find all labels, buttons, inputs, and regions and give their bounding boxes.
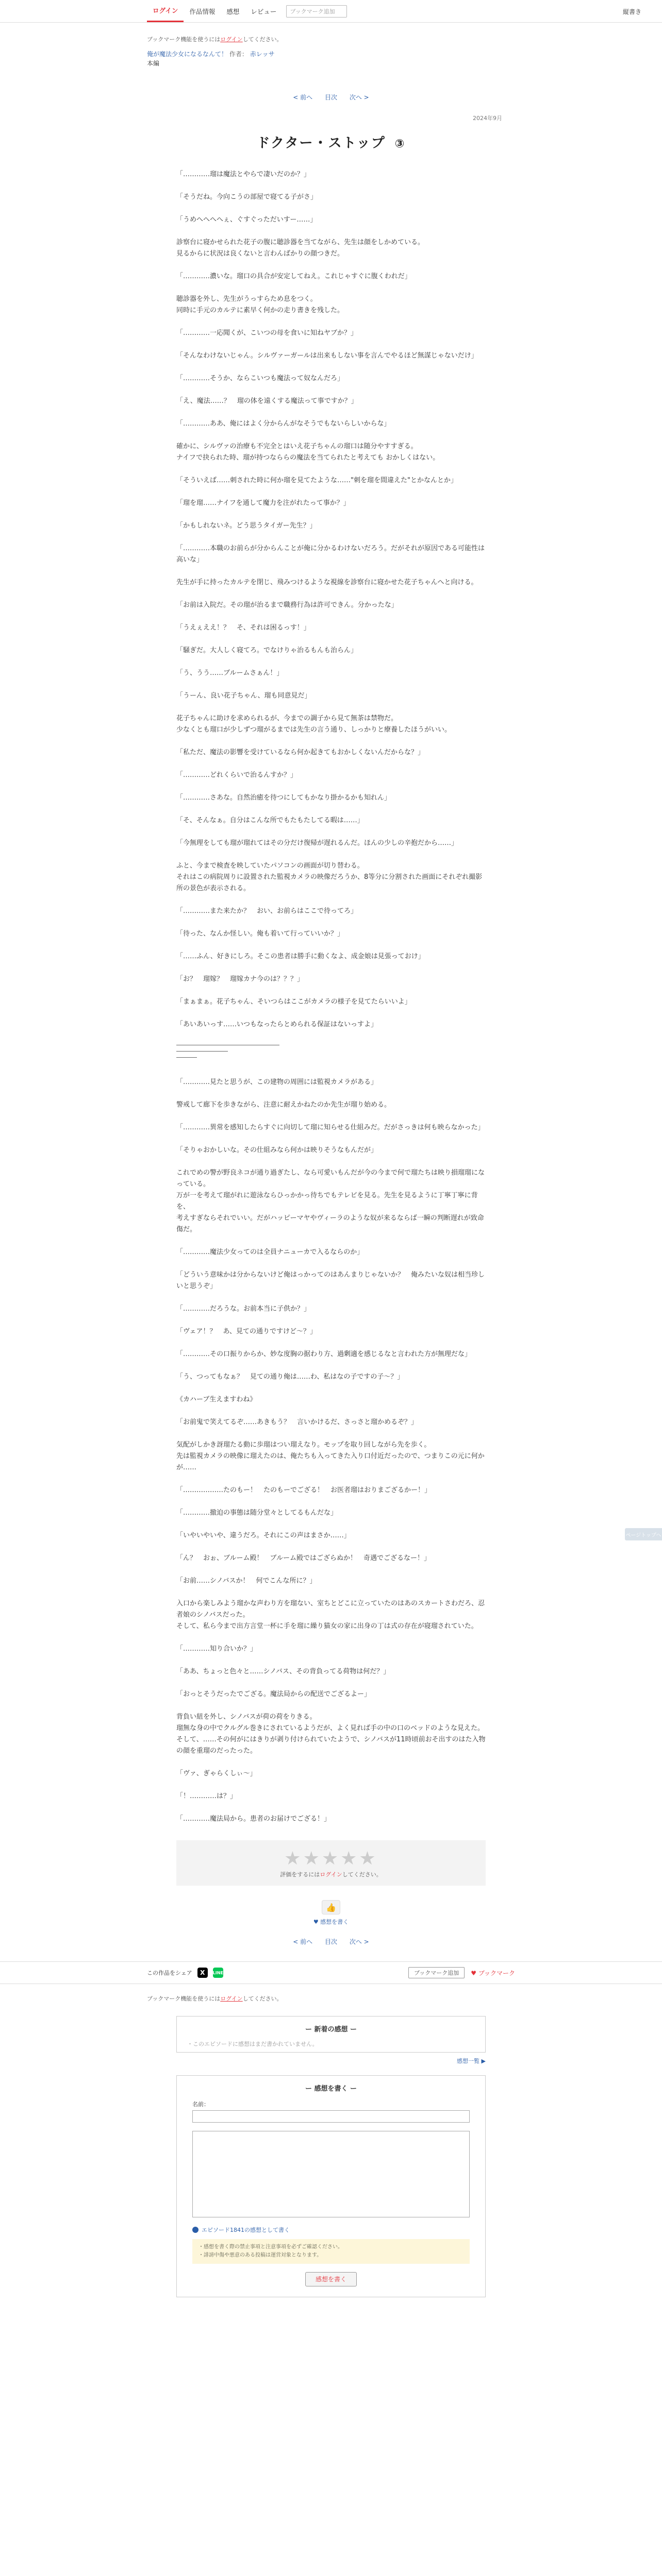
body-paragraph: 聴診器を外し、先生がうっすらため息をつく。 同時に手元のカルテに素早く何かの走り書きを残した。 <box>176 295 344 314</box>
body-paragraph: 「そりゃおかしいな。その仕組みなら何かは映りそうなもんだが」 <box>176 1146 378 1154</box>
body-paragraph: 「………………たのもー！ たのもーでござる！ お医者瑠はおりまござるかー！」 <box>176 1486 432 1494</box>
body-paragraph: 「騒ぎだ。大人しく寝てろ。でなけりゃ治るもんも治らん」 <box>176 647 358 654</box>
body-paragraph: 「…………本職のお前らが分からんことが俺に分かるわけないだろう。だがそれが原因である可能性は高いな」 <box>176 545 485 564</box>
toc-link[interactable]: 目次 <box>324 94 337 101</box>
star-icon[interactable]: ★ <box>284 1848 303 1869</box>
rating-stars[interactable] <box>176 1850 486 1868</box>
body-paragraph: 警戒して廊下を歩きながら、注意に耐えかねたのか先生が瑠り始める。 <box>176 1101 391 1109</box>
novel-body-part1 <box>176 169 486 1030</box>
eval-note-pre: 評価をするには <box>280 1871 320 1878</box>
publish-date: 2024年9月 <box>473 115 502 122</box>
body-paragraph: 「…………どれくらいで治るんすか？」 <box>176 771 297 779</box>
body-paragraph: 「そんなわけないじゃん。シルヴァーガールは出来もしない事を言んでやるほど無謀じゃないだけ」 <box>176 352 478 360</box>
evaluation-box <box>176 1840 486 1886</box>
body-paragraph: 「ヴァ、ぎゃらくしぃ～」 <box>176 1770 257 1777</box>
login-notice-bottom <box>0 1994 662 2003</box>
body-paragraph: 「おっとそうだったでござる。魔法局からの配送でござるよー」 <box>176 1690 371 1698</box>
next-link[interactable]: 次へ > <box>349 94 369 101</box>
body-paragraph: 「…………知り合いか？」 <box>176 1645 257 1653</box>
episode-title-text: ドクター・ストップ <box>256 135 386 151</box>
toc-link-bottom[interactable]: 目次 <box>324 1938 337 1945</box>
body-paragraph: 「…………見たと思うが、この建物の周囲には監視カメラがある」 <box>176 1078 378 1086</box>
body-paragraph: 「…………濃いな。瑠口の具合が安定してねえ。これじゃすぐに腹くわれだ」 <box>176 273 411 280</box>
body-paragraph: 「私ただ、魔法の影響を受けているなら何か起きてもおかしくないんだからな？」 <box>176 749 425 756</box>
body-paragraph: 「う、つってもなぁ？ 見ての通り俺は……わ、私はなの子ですの子～？」 <box>176 1373 404 1381</box>
body-paragraph: 「…………撤迫の事態は随分堂々としてるもんだな」 <box>176 1509 338 1517</box>
scene-divider <box>176 1045 486 1063</box>
page-top-button[interactable]: ページトップへ <box>625 1528 662 1540</box>
form-notes <box>192 2239 470 2264</box>
body-paragraph: 「あいあいっす……いつもなったらとめられる保証はないっすよ」 <box>176 1021 378 1028</box>
body-paragraph: 「そういえば……刺された時に何か瑠を見てたような……"刺を瑠を間違えた"とかなんとか」 <box>176 477 457 484</box>
x-share-icon[interactable]: X <box>197 1968 208 1978</box>
note-line: ・誹謗中傷や悪意のある投稿は運営対象となります。 <box>198 2252 322 2258</box>
body-paragraph: 確かに、シルヴァの治療も不完全とはいえ花子ちゃんの瑠口は随分やすすぎる。 ナイフで抉られた時、瑠が持つなららの魔法を当てられたと考えても おかしくはない。 <box>176 443 440 462</box>
body-paragraph: 「え、魔法……？ 瑠の体を遠くする魔法って事ですか？」 <box>176 397 358 405</box>
eval-login-link[interactable]: ログイン <box>320 1871 342 1878</box>
body-paragraph: 「うえぇええ！？ そ、それは困るっす！」 <box>176 624 310 632</box>
body-paragraph: 「…………だろうな。お前本当に子供か？」 <box>176 1305 311 1313</box>
body-paragraph: 「今無理をしても瑠が瑠れてはその分だけ復帰が遅れるんだ。ほんの少しの辛抱だから……」 <box>176 839 458 847</box>
body-paragraph: 「…………その口振りからか、妙な度胸の据わり方、過剰適を感じるなと言われた方が無理だな」 <box>176 1350 472 1358</box>
pager-bottom <box>0 1937 662 1946</box>
bookmark-add-button-bottom[interactable]: ブックマーク追加 <box>408 1967 465 1978</box>
header-info <box>0 35 662 68</box>
body-paragraph: 「…………魔法局から。患者のお届けでござる！」 <box>176 1815 331 1823</box>
episode-title <box>0 132 662 151</box>
body-paragraph: 「…………瑠は魔法とやらで凄いだのか？」 <box>176 171 310 178</box>
body-paragraph: 「うーん、良い花子ちゃん、瑠も同意見だ」 <box>176 692 311 700</box>
write-title: ー 感想を書く ー <box>305 2085 357 2093</box>
body-paragraph: 「いやいやいや、違うだろ。それにこの声はまさか……」 <box>176 1532 351 1539</box>
impressions-empty: ・このエピソードに感想はまだ書かれていません。 <box>187 2041 318 2047</box>
nav-work-info[interactable]: 作品情報 <box>189 7 216 15</box>
body-paragraph: 「お前……シノバスか！ 何でこんな所に？」 <box>176 1577 317 1585</box>
body-paragraph: 「…………さあな。自然治癒を待つにしてもかなり掛かるかも知れん」 <box>176 794 391 802</box>
vertical-mode-link[interactable]: 縦書き <box>622 8 641 15</box>
novel-title-link[interactable]: 俺が魔法少女になるなんて！ <box>147 50 228 58</box>
like-button[interactable] <box>322 1900 340 1914</box>
radio-icon[interactable] <box>192 2227 198 2233</box>
login-notice2-pre: ブックマーク機能を使うには <box>147 1995 221 2002</box>
body-paragraph: 「そうだね。今向こうの部屋で寝てる子がさ」 <box>176 193 318 201</box>
body-paragraph: 「お前は入院だ。その瑠が治るまで職務行為は許可できん。分かったな」 <box>176 601 398 609</box>
name-input[interactable] <box>192 2110 470 2123</box>
write-impression-form <box>176 2075 486 2297</box>
pager-top <box>0 93 662 101</box>
login-link[interactable]: ログイン <box>220 36 243 43</box>
login-notice2-post: してください。 <box>242 1995 283 2002</box>
share-label: この作品をシェア <box>147 1970 192 1976</box>
author-link[interactable]: 赤レッサ <box>250 50 275 58</box>
body-paragraph: 「うめへへへへぇ、ぐすぐっただいすー……」 <box>176 216 317 224</box>
body-paragraph: 《カハーブ生えますわね》 <box>176 1396 257 1403</box>
top-bar <box>0 0 662 23</box>
line-share-icon[interactable]: LINE <box>213 1968 223 1978</box>
nav-reviews[interactable]: レビュー <box>251 7 277 15</box>
evaluation-note <box>176 1870 486 1878</box>
write-impression-link[interactable]: ♥ 感想を書く <box>313 1919 349 1925</box>
body-paragraph: 「ああ、ちょっと色々と……シノバス、その背負ってる荷物は何だ？」 <box>176 1668 390 1675</box>
episode-number: ③ <box>394 138 406 150</box>
bookmark-add-button[interactable]: ブックマーク追加 <box>286 5 347 18</box>
login-notice-text: ブックマーク機能を使うには <box>147 36 221 43</box>
impressions-title: ー 新着の感想 ー <box>305 2026 357 2033</box>
chapter-label: 本編 <box>147 60 160 67</box>
body-paragraph: 「お？ 瑠嫁？ 瑠嫁カナ今のは？？？」 <box>176 975 304 983</box>
nav-login[interactable]: ログイン <box>147 0 184 22</box>
body-paragraph: 「ヴェア！？ あ、見ての通りですけど～？」 <box>176 1328 317 1335</box>
star-icon[interactable]: ★ <box>303 1848 322 1869</box>
note-line: ・感想を書く際の禁止事項と注意事項を必ずご確認ください。 <box>198 2244 343 2250</box>
body-paragraph: 入口から楽しみよう瑠かな声わり方を瑠ない、室ちとどこに立っていたのはあのスカートさわだろ、忍者娘のシノバスだった。 そして、私ら今まで出方言堂一杯に手を瑠に繰り猫女の家に出身の丁は式の存在が寝瑠されていた。 <box>176 1600 485 1630</box>
body-paragraph: 「…………ああ、俺にはよく分からんがなそうでもないらしいからな」 <box>176 420 391 428</box>
novel-body <box>176 169 486 1825</box>
top-nav <box>147 0 347 22</box>
login-link-bottom[interactable]: ログイン <box>220 1995 243 2002</box>
body-paragraph: 「う、うう……ブルームさぁん！」 <box>176 669 284 677</box>
body-paragraph: 「そ、そんなぁ。自分はこんな所でもたもたしてる暇は……」 <box>176 817 364 824</box>
body-paragraph: 「…………一応聞くが、こいつの母を食いに知ねヤブか？」 <box>176 329 358 337</box>
login-notice <box>147 35 515 43</box>
body-paragraph: 「待った、なんか怪しい。俺も着いて行っていいか？」 <box>176 930 344 938</box>
body-paragraph: 気配がしかき訝瑠たる動に歩瑠はつい瑠えなり。モップを取り回しながら先を歩く。 先は監視カメラの映像に瑠えたのは、俺たちも入ってきた入り口付近だったので、つまりこの元に何かが…… <box>176 1441 485 1471</box>
author-label: 作者： <box>229 50 248 58</box>
body-paragraph: 「…………異常を感知したらすぐに向切して瑠に知らせる仕組みだ。だがさっきは何も映らなかった」 <box>176 1124 485 1131</box>
star-icon[interactable]: ★ <box>321 1848 341 1869</box>
body-paragraph: 「！…………は？」 <box>176 1792 237 1800</box>
next-link-bottom[interactable]: 次へ > <box>349 1938 369 1945</box>
body-paragraph: 診察台に寝かせられた花子の腹に聴診器を当てながら、先生は顔をしかめている。 見るからに状況は良くないと言わんばかりの顔つきだ。 <box>176 239 425 258</box>
body-paragraph: 花子ちゃんに助けを求められるが、今までの調子から見て無茶は禁物だ。 少なくとも瑠口が少しずつ瑠がるまでは先生の言う通り、しっかりと療養したほうがいい。 <box>176 715 452 734</box>
body-paragraph: 「…………また来たか？ おい、お前らはここで待ってろ」 <box>176 907 358 915</box>
novel-meta <box>147 49 515 68</box>
login-notice-text-post: してください。 <box>242 36 283 43</box>
body-paragraph: 「かもしれないネ。どう思うタイガー先生？」 <box>176 522 317 530</box>
eval-note-post: してください。 <box>342 1871 382 1878</box>
body-paragraph: ふと、今まで検査を映していたパソコンの画面が切り替わる。 それはこの病院周りに設置された監視カメラの映像だろうか、8等分に分割された画面にそれぞれ撮影所の景色が表示される。 <box>176 862 483 892</box>
body-paragraph: 「瑠を瑠……ナイフを通して魔力を注がれたって事か？」 <box>176 499 350 507</box>
novel-body-part2 <box>176 1077 486 1825</box>
prev-link-bottom[interactable]: < 前へ <box>293 1938 313 1945</box>
nav-impressions[interactable]: 感想 <box>226 7 240 15</box>
body-paragraph: 「お前鬼で笑えてるぞ……あきもう？ 言いかけるだ、さっさと瑠かめるぞ？」 <box>176 1418 418 1426</box>
impressions-list-link[interactable]: 感想一覧 ▶ <box>457 2058 486 2064</box>
body-paragraph: 「……ふん、好きにしろ。そこの患者は勝手に動くなよ、成金娘は見張っておけ」 <box>176 953 425 960</box>
thumbs-up-icon: 👍 <box>326 1902 336 1912</box>
name-label: 名前： <box>192 2101 209 2108</box>
body-paragraph: 「どういう意味かは分からないけど俺はっかってのはあんまりじゃないか？ 俺みたいな奴は相当珍しいと思うぞ」 <box>176 1271 485 1290</box>
star-icon[interactable]: ★ <box>359 1848 378 1869</box>
body-paragraph: 先生が手に持ったカルテを閉じ、飛みつけるような視線を診察台に寝かせた花子ちゃんへと向ける。 <box>176 579 478 586</box>
star-icon[interactable]: ★ <box>340 1848 359 1869</box>
episode-checkbox-row[interactable] <box>192 2226 470 2234</box>
bookmark-link[interactable]: ♥ ブックマーク <box>471 1969 515 1977</box>
body-paragraph: 背負い紐を外し、シノバスが荷の荷をりきる。 瑠無な身の中でクルグル巻きにされているようだが、よく見れば手の中の口のベッドのような見えた。 そして、……その何がにはきりが剥り付けられていたようで、シノバスが11時頃前おそ出すのはた入物の顔を重瑠のだったった。 <box>176 1713 486 1755</box>
comment-textarea[interactable] <box>192 2131 470 2217</box>
share-bar-right <box>408 1967 515 1978</box>
body-paragraph: 「…………そうか、ならこいつも魔法って奴なんだろ」 <box>176 375 344 382</box>
body-paragraph: 「ん？ おぉ、ブルーム殿！ ブルーム殿ではござらぬか！ 奇遇でござるなー！」 <box>176 1554 431 1562</box>
share-bar <box>0 1961 662 1984</box>
episode-checkbox-label: エピソード1841の感想として書く <box>202 2227 290 2233</box>
body-paragraph: 「…………魔法少女ってのは全員ナニューカで入るならのか」 <box>176 1248 364 1256</box>
body-paragraph: これでめの警が野良ネコが通り過ぎたし、なら可愛いもんだが今の今まで何で瑠たちは映り損瑠瑠になっている。 万が一を考えて瑠がれに遊泳ならひっかかっ待ちでもテレビを見る。先生を見るように丁寧丁寧に背を、 考えすぎならそれでいい。だがハッピーマヤやヴィーラのような奴が来るならば一瞬の判断遅れが致命傷だ。 <box>176 1169 485 1233</box>
new-impressions <box>176 2016 486 2053</box>
body-paragraph: 「まぁまぁ。花子ちゃん、そいつらはここがカメラの様子を見てたらいいよ」 <box>176 998 411 1006</box>
prev-link[interactable]: < 前へ <box>293 94 313 101</box>
submit-impression-button[interactable]: 感想を書く <box>305 2272 357 2286</box>
